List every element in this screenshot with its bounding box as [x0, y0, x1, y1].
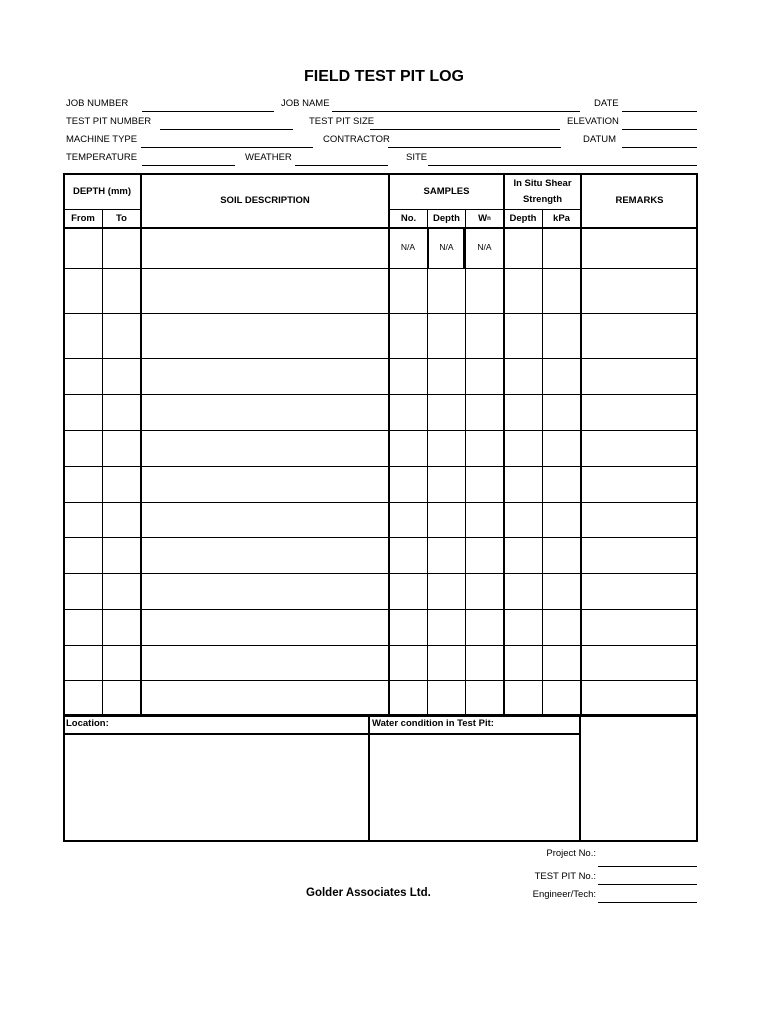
job-number-label: JOB NUMBER	[66, 98, 129, 109]
samples-header: SAMPLES	[423, 186, 470, 197]
project-no-label: Project No.:	[546, 848, 596, 859]
shear-remarks-divider	[580, 174, 582, 715]
contractor-label: CONTRACTOR	[323, 134, 390, 145]
bottom-header-divider	[64, 733, 581, 735]
contractor-field[interactable]	[388, 147, 561, 148]
weather-field[interactable]	[295, 165, 388, 166]
row-line	[64, 268, 697, 269]
engineer-tech-label: Engineer/Tech:	[532, 889, 596, 900]
job-name-label: JOB NAME	[281, 98, 330, 109]
machine-type-label: MACHINE TYPE	[66, 134, 138, 145]
temperature-label: TEMPERATURE	[66, 152, 138, 163]
row-line	[64, 680, 697, 681]
shear-kpa-header: kPa	[553, 212, 570, 224]
soil-samples-divider	[388, 174, 390, 715]
row-line	[64, 537, 697, 538]
row-line	[64, 502, 697, 503]
sample-w-label: W	[478, 212, 488, 224]
row-line	[64, 430, 697, 431]
engineer-tech-field[interactable]	[598, 902, 697, 903]
date-field[interactable]	[622, 111, 697, 112]
depth-header: DEPTH (mm)	[72, 186, 132, 197]
elevation-field[interactable]	[622, 129, 697, 130]
to-header: To	[116, 212, 127, 224]
water-condition-label: Water condition in Test Pit:	[372, 718, 494, 729]
shear-strength-header	[505, 175, 580, 209]
date-label: DATE	[594, 98, 619, 109]
sample-no-header: No.	[400, 212, 417, 224]
site-field[interactable]	[428, 165, 697, 166]
row-line	[64, 466, 697, 467]
shear-header-line1: In Situ Shear	[513, 178, 572, 189]
depth-w-divider	[465, 209, 466, 715]
elevation-label: ELEVATION	[567, 116, 619, 127]
sample-w-subscript: n	[487, 215, 491, 222]
first-row-sample-w: N/A	[477, 242, 492, 252]
test-pit-size-label: TEST PIT SIZE	[309, 116, 375, 127]
page-title: FIELD TEST PIT LOG	[304, 68, 464, 85]
row-line	[64, 573, 697, 574]
site-label: SITE	[406, 152, 428, 163]
table-border	[63, 173, 698, 716]
test-pit-number-label: TEST PIT NUMBER	[66, 116, 152, 127]
location-label: Location:	[66, 718, 109, 729]
company-name: Golder Associates Ltd.	[306, 887, 431, 899]
test-pit-no-label: TEST PIT No.:	[534, 871, 596, 882]
soil-description-header: SOIL DESCRIPTION	[220, 194, 310, 206]
machine-type-field[interactable]	[141, 147, 313, 148]
datum-label: DATUM	[583, 134, 617, 145]
test-pit-number-field[interactable]	[160, 129, 293, 130]
row-line	[64, 645, 697, 646]
header-bottom-divider	[64, 227, 697, 229]
test-pit-no-field[interactable]	[598, 884, 697, 885]
datum-field[interactable]	[622, 147, 697, 148]
no-depth-divider	[427, 209, 428, 715]
shear-header-line2: Strength	[522, 194, 563, 205]
sample-depth-header: Depth	[433, 212, 460, 224]
job-name-field[interactable]	[332, 111, 580, 112]
shear-depth-kpa-divider	[542, 209, 543, 715]
row-line	[64, 358, 697, 359]
depth-soil-divider	[140, 174, 142, 715]
from-to-divider	[102, 209, 103, 715]
from-header: From	[71, 212, 95, 224]
row-line	[64, 394, 697, 395]
weather-label: WEATHER	[245, 152, 292, 163]
project-no-field[interactable]	[598, 866, 697, 867]
sample-w-header	[466, 210, 503, 227]
shear-depth-header: Depth	[509, 212, 537, 224]
first-row-sample-depth: N/A	[439, 242, 454, 252]
remarks-header: REMARKS	[615, 194, 664, 206]
job-number-field[interactable]	[142, 111, 274, 112]
row-line	[64, 313, 697, 314]
samples-shear-divider	[503, 174, 505, 715]
test-pit-size-field[interactable]	[370, 129, 560, 130]
first-row-sample-no: N/A	[400, 242, 416, 252]
row-line	[64, 609, 697, 610]
temperature-field[interactable]	[142, 165, 235, 166]
